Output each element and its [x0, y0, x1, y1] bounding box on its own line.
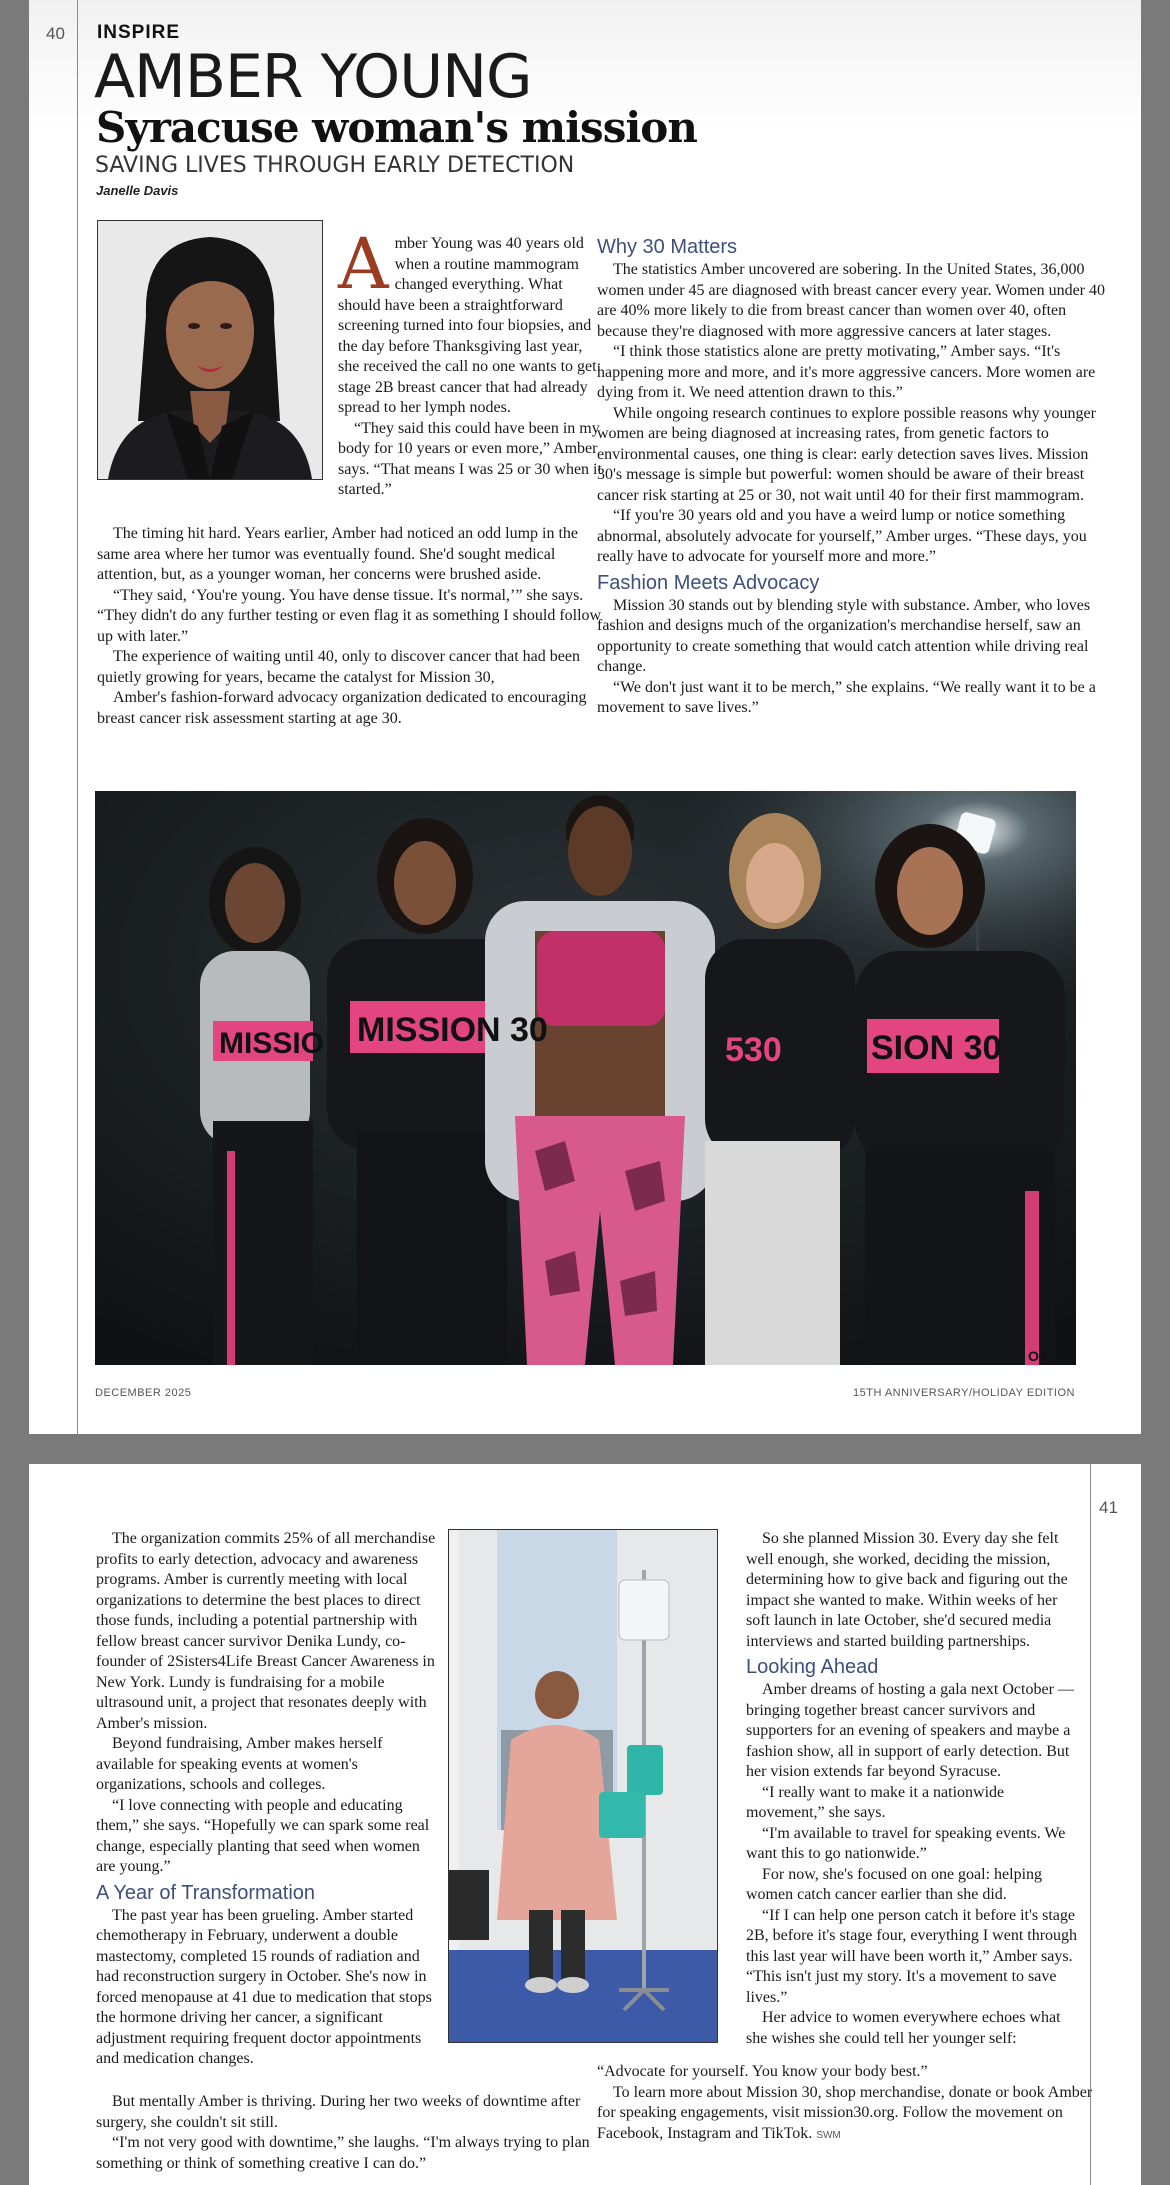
group-photo: [95, 791, 1076, 1365]
subheading: Why 30 Matters: [597, 236, 738, 258]
hospital-photo-illustration: [449, 1530, 717, 2042]
paragraph: “If you're 30 years old and you have a weird lump or notice something abnormal, absolutely advocate for yourself,” Amber urges. “These days, you really have to advocate for yourself more and more.”: [597, 507, 1087, 565]
paragraph: The timing hit hard. Years earlier, Amber had noticed an odd lump in the same area where her tumor was eventually found. She'd sought medical attention, but, as a younger woman, her concerns were brushed aside.: [97, 525, 579, 583]
paragraph: [597, 2083, 1105, 2147]
footer-edition: 15TH ANNIVERSARY/HOLIDAY EDITION: [852, 1387, 1075, 1399]
pants-text: OT: [1028, 1348, 1048, 1364]
paragraph: [97, 419, 605, 501]
page-number: 40: [46, 24, 65, 43]
magazine-page-41: [29, 1464, 1141, 2185]
paragraph: “We don't just want it to be merch,” she explains. “We really want it to be a movement to save lives.”: [597, 678, 1096, 716]
headline-subtitle: SAVING LIVES THROUGH EARLY DETECTION: [95, 153, 575, 178]
page-number: 41: [1099, 1498, 1118, 1517]
paragraph: The experience of waiting until 40, only to discover cancer that had been quietly growing for years, became the catalyst for Mission 30,: [97, 648, 580, 686]
paragraph: Amber's fashion-forward advocacy organization dedicated to encouraging breast cancer risk assessment starting at age 30.: [97, 689, 587, 727]
drop-cap: A: [338, 223, 389, 305]
footer-date: DECEMBER 2025: [95, 1387, 192, 1399]
paragraph: The past year has been grueling. Amber started chemotherapy in February, underwent a double mastectomy, completed 15 rounds of radiation and had reconstruction surgery in October. She's now in forced menopause at 41 due to medication that stops the hormone driving her cancer, a significant adjustment requiring frequent doctor appointments and medication changes.: [96, 1906, 432, 2067]
paragraph: “I really want to make it a nationwide movement,” she says.: [746, 1783, 1005, 1821]
subheading: Fashion Meets Advocacy: [597, 571, 820, 594]
subheading: Looking Ahead: [746, 1656, 879, 1678]
magazine-page-40: [29, 0, 1141, 1434]
article-column-left-cont: [97, 524, 605, 729]
article-column-right-wide: [597, 2062, 1105, 2146]
article-column-left: [96, 1529, 436, 2070]
paragraph: “They said, ‘You're young. You have dense tissue. It's normal,’” she says. “They didn't do any further testing or even flag it as something I should follow up with later.”: [97, 586, 602, 645]
shirt-text: MISSIO: [219, 1027, 325, 1060]
section-label: INSPIRE: [97, 22, 181, 43]
paragraph: For now, she's focused on one goal: helping women catch cancer earlier than she did.: [746, 1865, 1043, 1903]
paragraph: So she planned Mission 30. Every day she felt well enough, she worked, deciding the mission, determining how to give back and figuring out the impact she wanted to make. Within weeks of her soft launch in late October, she'd secured media interviews and started building partnerships.: [746, 1530, 1068, 1650]
paragraph: Amber dreams of hosting a gala next October — bringing together breast cancer survivors and supporters for an evening of speakers and maybe a fashion show, all in support of early detection. But her vision extends far beyond Syracuse.: [746, 1681, 1074, 1780]
signoff-mark: SWM: [816, 2129, 841, 2141]
shirt-text: SION 30: [871, 1029, 1002, 1067]
paragraph: “I think those statistics alone are pretty motivating,” Amber says. “It's happening more and more, and it's more aggressive cancers. More women are dying from it. We need attention drawn to this.”: [597, 343, 1096, 401]
article-column-right: [746, 1529, 1084, 2049]
paragraph: Her advice to women everywhere echoes what she wishes she could tell her younger self:: [746, 2009, 1061, 2047]
article-column-left: [97, 223, 605, 501]
paragraph: While ongoing research continues to explore possible reasons why younger women are being diagnosed at increasing rates, from genetic factors to environmental causes, one thing is clear: early detection saves lives. Mission 30's message is simple but powerful: women should be aware of their breast cancer risk starting at 25 or 30, not wait until 40 for their first mammogram.: [597, 404, 1096, 504]
paragraph: mber Young was 40 years old when a routine mammogram changed everything. What should have been a straightforward screening turned into four biopsies, and the day before Thanksgiving last year, she received the call no one wants to get: stage 2B breast cancer that had already spread to her lymph nodes.: [338, 235, 602, 416]
paragraph: “Advocate for yourself. You know your body best.”: [597, 2063, 928, 2080]
paragraph: “I'm available to travel for speaking events. We want this to go nationwide.”: [746, 1824, 1066, 1862]
paragraph: “I'm not very good with downtime,” she laughs. “I'm always trying to plan something or think of something creative I can do.”: [96, 2134, 590, 2172]
shirt-text: 530: [725, 1031, 782, 1069]
paragraph: The organization commits 25% of all merchandise profits to early detection, advocacy and awareness programs. Amber is currently meeting with local organizations to determine the best places to direct those funds, including a potential partnership with fellow breast cancer survivor Denika Lundy, co-founder of 2Sisters4Life Breast Cancer Awareness in New York. Lundy is fundraising for a mobile ultrasound unit, a project that resonates deeply with Amber's mission.: [96, 1530, 436, 1732]
paragraph: Mission 30 stands out by blending style with substance. Amber, who loves fashion and designs much of the organization's merchandise herself, saw an opportunity to create something that would catch attention while driving real change.: [597, 596, 1091, 675]
paragraph: The statistics Amber uncovered are sobering. In the United States, 36,000 women under 45 are diagnosed with breast cancer every year. Women under 40 are 40% more likely to die from breast cancer than women over 40, often because they're diagnosed with more aggressive cancers at later stages.: [597, 261, 1106, 340]
headline-title: Syracuse woman's mission: [96, 103, 697, 152]
paragraph-text: “They said this could have been in my body for 10 years or even more,” Amber says. “That means I was 25 or 30 when it started.”: [338, 419, 602, 498]
shirt-text: MISSION 30: [357, 1011, 548, 1049]
author-byline: Janelle Davis: [96, 183, 179, 198]
group-photo-illustration: [95, 791, 1076, 1365]
subheading: A Year of Transformation: [96, 1881, 316, 1904]
paragraph-text: To learn more about Mission 30, shop merchandise, donate or book Amber for speaking engagements, visit mission30.org. Follow the movement on Facebook, Instagram and TikTok.: [597, 2083, 1093, 2142]
article-column-left-wide: [96, 2092, 604, 2174]
paragraph: Beyond fundraising, Amber makes herself available for speaking events at women's organizations, schools and colleges.: [96, 1735, 383, 1793]
margin-rule: [77, 0, 78, 1434]
hospital-photo: [448, 1529, 718, 2043]
paragraph: “I love connecting with people and educating them,” she says. “Hopefully we can spark some real change, especially planting that seed when women are young.”: [96, 1796, 430, 1875]
article-column-right: [597, 232, 1106, 719]
paragraph: But mentally Amber is thriving. During her two weeks of downtime after surgery, she couldn't sit still.: [96, 2093, 581, 2131]
paragraph: “If I can help one person catch it before it's stage 2B, before it's stage four, everything I went through this last year will have been worth it,” Amber says. “This isn't just my story. It's a movement to save lives.”: [746, 1906, 1078, 2006]
headline-name: AMBER YOUNG: [94, 42, 532, 112]
